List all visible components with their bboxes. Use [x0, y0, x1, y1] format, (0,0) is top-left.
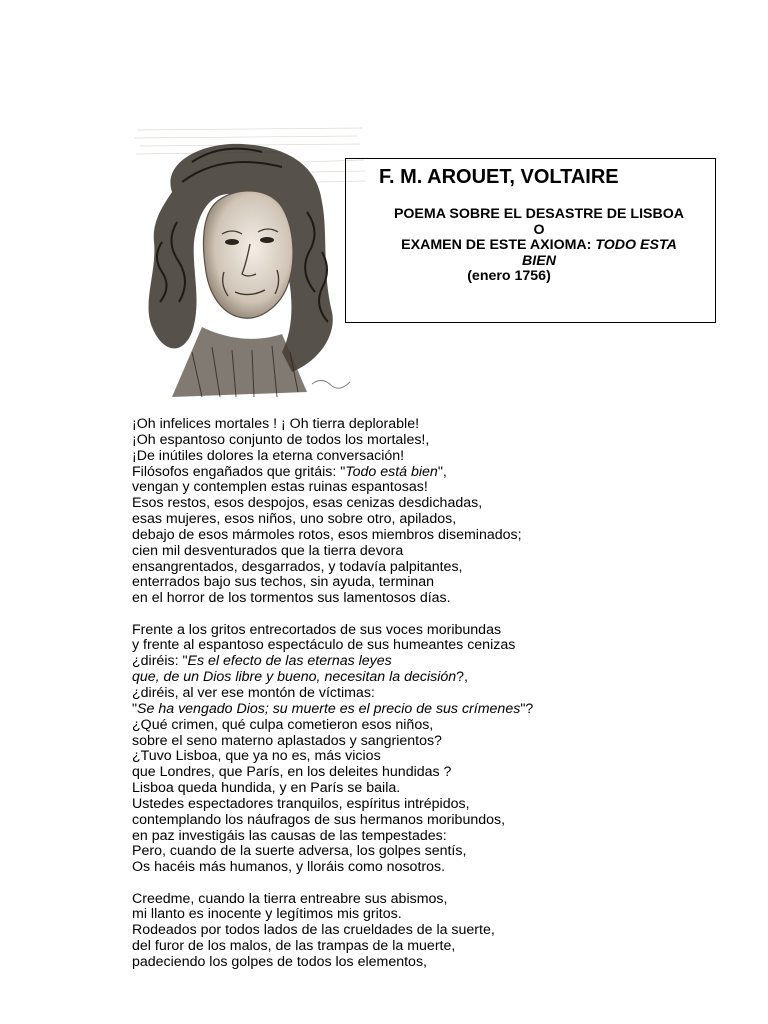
poem-text: mi llanto es inocente y legítimos mis gritos.	[132, 906, 402, 923]
poem-line	[132, 654, 732, 670]
title-line-1: POEMA SOBRE EL DESASTRE DE LISBOA	[393, 206, 685, 222]
poem-line	[132, 765, 732, 781]
poem-text: ¿Qué crimen, qué culpa cometieron esos niños,	[132, 716, 434, 733]
poem-text: ¿Tuvo Lisboa, que ya no es, más vicios	[132, 748, 381, 765]
poem-line	[132, 749, 732, 765]
title-line-3	[366, 238, 712, 254]
poem-text: Lisboa queda hundida, y en París se baila.	[132, 780, 401, 797]
stanza-2	[132, 623, 732, 877]
poem-text: cien mil desventurados que la tierra devora	[132, 542, 404, 559]
poem-text: "?	[520, 700, 534, 717]
poem-line	[132, 528, 732, 544]
title-line-3-italic: TODO ESTA	[595, 237, 677, 253]
poem-line	[132, 465, 732, 481]
poem-text: Rodeados por todos lados de las crueldades de la suerte,	[132, 922, 495, 939]
title-line-3-prefix: EXAMEN DE ESTE AXIOMA:	[401, 237, 596, 253]
poem-line	[132, 829, 732, 845]
poem-text: Frente a los gritos entrecortados de sus voces moribundas	[132, 621, 502, 638]
poem-text: Creedme, cuando la tierra entreabre sus abismos,	[132, 890, 448, 907]
poem-text: del furor de los malos, de las trampas de la muerte,	[132, 938, 456, 955]
poem-text: en paz investigáis las causas de las tempestades:	[132, 827, 447, 844]
poem-text: ensangrentados, desgarrados, y todavía palpitantes,	[132, 558, 463, 575]
title-box	[345, 158, 716, 323]
poem-line	[132, 813, 732, 829]
poem-line	[132, 591, 732, 607]
poem-body	[132, 417, 732, 986]
poem-text: ¡Oh espantoso conjunto de todos los mortales!,	[132, 431, 430, 448]
poem-line	[132, 860, 732, 876]
poem-line	[132, 544, 732, 560]
poem-date: (enero 1756)	[467, 268, 551, 284]
poem-line	[132, 496, 732, 512]
poem-line	[132, 670, 732, 686]
poem-text: sobre el seno materno aplastados y sangrientos?	[132, 732, 442, 749]
poem-line	[132, 718, 732, 734]
stanza-1	[132, 417, 732, 607]
poem-line	[132, 433, 732, 449]
poem-line	[132, 560, 732, 576]
poem-line	[132, 449, 732, 465]
poem-text: Ustedes espectadores tranquilos, espíritus intrépidos,	[132, 795, 470, 812]
poem-line	[132, 480, 732, 496]
poem-line	[132, 512, 732, 528]
poem-line	[132, 781, 732, 797]
poem-line	[132, 638, 732, 654]
title-line-4-italic: BIEN	[522, 252, 556, 269]
voltaire-portrait-illustration	[132, 122, 367, 404]
poem-text: vengan y contemplen estas ruinas espantosas!	[132, 479, 428, 496]
poem-text: Esos restos, esos despojos, esas cenizas desdichadas,	[132, 495, 483, 512]
title-line-2: O	[533, 221, 545, 238]
poem-text: Pero, cuando de la suerte adversa, los golpes sentís,	[132, 843, 467, 860]
poem-text: ¡Oh infelices mortales ! ¡ Oh tierra deplorable!	[132, 416, 420, 432]
poem-text: esas mujeres, esos niños, uno sobre otro, apilados,	[132, 511, 457, 528]
poem-text: debajo de esos mármoles rotos, esos miembros diseminados;	[132, 526, 522, 543]
poem-line	[132, 907, 732, 923]
poem-text: enterrados bajo sus techos, sin ayuda, terminan	[132, 574, 435, 591]
stanza-3	[132, 892, 732, 971]
poem-line	[132, 623, 732, 639]
poem-text: ¡De inútiles dolores la eterna conversación!	[132, 447, 405, 464]
poem-text: contemplando los náufragos de sus hermanos moribundos,	[132, 811, 506, 828]
poem-text: y frente al espantoso espectáculo de sus humeantes cenizas	[132, 637, 516, 654]
poem-text: ¿diréis: "	[132, 653, 188, 670]
poem-line	[132, 575, 732, 591]
poem-line	[132, 734, 732, 750]
poem-line	[132, 417, 732, 433]
poem-text: en el horror de los tormentos sus lamentosos días.	[132, 590, 451, 607]
poem-text: "	[132, 700, 138, 717]
poem-text: ?,	[456, 669, 469, 686]
poem-title	[366, 207, 712, 285]
poem-text: que Londres, que París, en los deleites hundidas ?	[132, 764, 452, 781]
poem-text: Os hacéis más humanos, y lloráis como nosotros.	[132, 859, 446, 876]
poem-line	[132, 797, 732, 813]
poem-text: ",	[437, 463, 447, 480]
poem-line	[132, 844, 732, 860]
poem-text: ¿diréis, al ver ese montón de víctimas:	[132, 685, 375, 701]
author-heading: F. M. AROUET, VOLTAIRE	[379, 166, 619, 188]
poem-italic-text: Es el efecto de las eternas leyes	[187, 653, 392, 670]
poem-italic-text: que, de un Dios libre y bueno, necesitan la decisión	[132, 669, 457, 686]
poem-line	[132, 939, 732, 955]
poem-italic-text: Se ha vengado Dios; su muerte es el precio de sus crímenes	[137, 700, 521, 717]
poem-line	[132, 955, 732, 971]
portrait-drawing	[132, 122, 367, 404]
title-line-4	[366, 254, 712, 270]
poem-italic-text: Todo está bien	[345, 463, 438, 480]
poem-line	[132, 923, 732, 939]
poem-line	[132, 702, 732, 718]
poem-text: padeciendo los golpes de todos los elementos,	[132, 954, 427, 970]
poem-line	[132, 686, 732, 702]
poem-line	[132, 892, 732, 908]
poem-text: Filósofos engañados que gritáis: "	[132, 463, 346, 480]
